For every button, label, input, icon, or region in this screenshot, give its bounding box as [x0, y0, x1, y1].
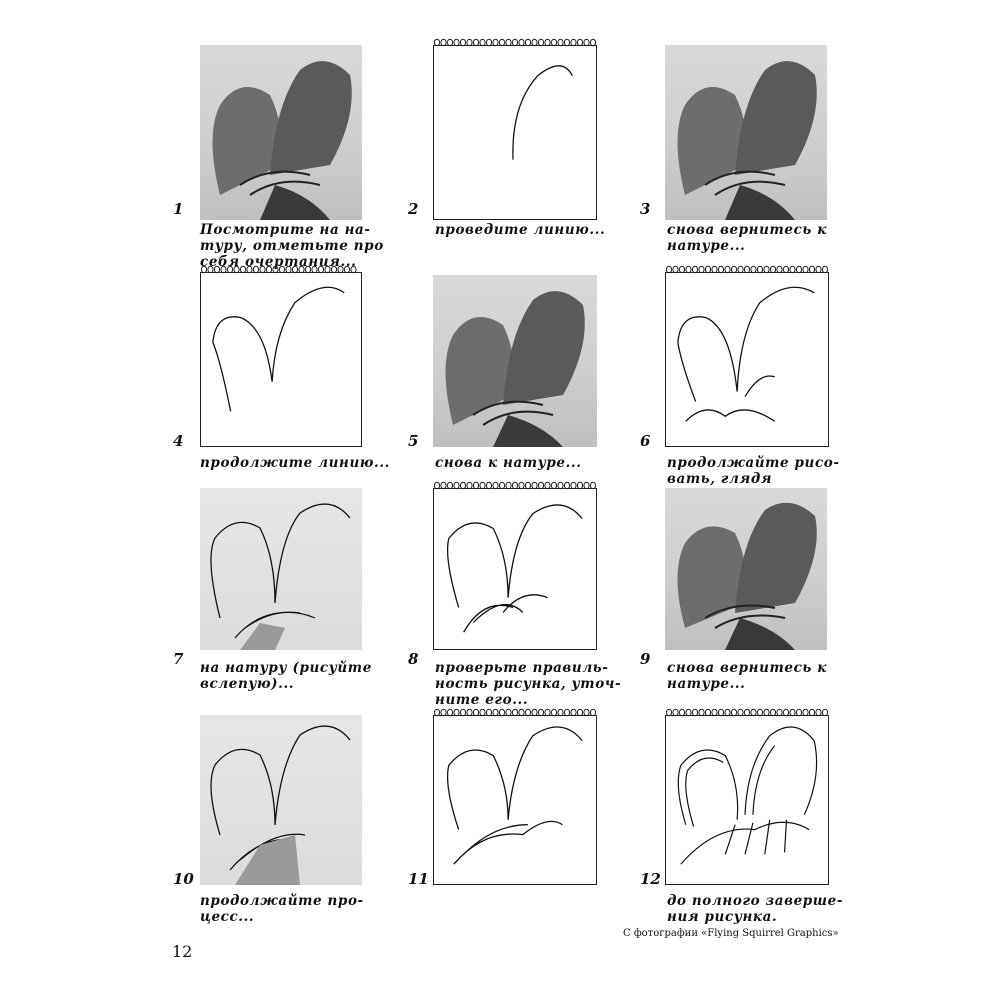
- spiral-loop: [725, 266, 730, 272]
- spiral-loop: [305, 266, 310, 272]
- sketchpad: [433, 715, 597, 885]
- panel-number: 9: [640, 650, 651, 668]
- panel-caption: до полного заверше- ния рисунка.: [667, 893, 844, 925]
- spiral-loop: [519, 709, 524, 715]
- panel-number: 4: [173, 432, 184, 450]
- spiral-loop: [499, 709, 504, 715]
- spiral-loop: [454, 482, 459, 488]
- spiral-loop: [473, 482, 478, 488]
- spiral-loop: [564, 709, 569, 715]
- page-number: 12: [172, 942, 193, 961]
- spiral-loop: [571, 482, 576, 488]
- line-drawing: [666, 716, 828, 884]
- spiral-loop: [803, 709, 808, 715]
- spiral-loop: [506, 709, 511, 715]
- spiral-loop: [253, 266, 258, 272]
- spiral-loop: [666, 266, 671, 272]
- spiral-loop: [532, 709, 537, 715]
- spiral-loop: [790, 266, 795, 272]
- spiral-loop: [473, 39, 478, 45]
- panel-caption: проведите линию...: [435, 222, 606, 238]
- spiral-loop: [344, 266, 349, 272]
- traced-photo: [200, 488, 362, 650]
- shoes-photo: [433, 275, 597, 447]
- spiral-loop: [506, 482, 511, 488]
- spiral-loop: [506, 39, 511, 45]
- spiral-loop: [538, 39, 543, 45]
- spiral-loop: [525, 482, 530, 488]
- line-drawing: [201, 273, 361, 446]
- panel-number: 11: [408, 870, 429, 888]
- line-drawing: [200, 715, 362, 885]
- spiral-loop: [790, 709, 795, 715]
- spiral-loop: [564, 39, 569, 45]
- spiral-loop: [545, 39, 550, 45]
- spiral-loop: [673, 266, 678, 272]
- spiral-loop: [584, 39, 589, 45]
- spiral-loop: [454, 39, 459, 45]
- boots-illustration: [433, 275, 597, 447]
- spiral-loop: [447, 709, 452, 715]
- spiral-loop: [558, 482, 563, 488]
- spiral-loop: [247, 266, 252, 272]
- spiral-loop: [770, 709, 775, 715]
- spiral-loop: [577, 709, 582, 715]
- line-drawing: [200, 488, 362, 650]
- panel-caption: продолжите линию...: [200, 455, 390, 471]
- spiral-loop: [214, 266, 219, 272]
- spiral-binding: [665, 708, 829, 717]
- traced-photo: [200, 715, 362, 885]
- spiral-loop: [803, 266, 808, 272]
- panel-caption: снова к натуре...: [435, 455, 582, 471]
- spiral-loop: [486, 482, 491, 488]
- spiral-loop: [551, 709, 556, 715]
- spiral-loop: [532, 39, 537, 45]
- panel-number: 12: [640, 870, 661, 888]
- spiral-loop: [525, 39, 530, 45]
- panel-caption: проверьте правиль- ность рисунка, уточ- ните его...: [435, 660, 622, 708]
- spiral-binding: [665, 265, 829, 274]
- spiral-loop: [480, 482, 485, 488]
- spiral-loop: [764, 709, 769, 715]
- spiral-loop: [538, 709, 543, 715]
- spiral-loop: [692, 709, 697, 715]
- spiral-loop: [532, 482, 537, 488]
- shoes-photo: [200, 45, 362, 220]
- sketchpad: [433, 488, 597, 650]
- spiral-loop: [493, 482, 498, 488]
- spiral-loop: [493, 709, 498, 715]
- spiral-loop: [558, 709, 563, 715]
- spiral-loop: [699, 709, 704, 715]
- spiral-loop: [783, 709, 788, 715]
- spiral-loop: [286, 266, 291, 272]
- spiral-loop: [519, 482, 524, 488]
- spiral-loop: [577, 39, 582, 45]
- spiral-loop: [816, 709, 821, 715]
- panel-caption: продолжайте рисо- вать, глядя: [667, 455, 840, 487]
- line-drawing: [434, 489, 596, 649]
- spiral-loop: [751, 709, 756, 715]
- spiral-loop: [519, 39, 524, 45]
- shoes-photo: [665, 488, 827, 650]
- spiral-loop: [441, 709, 446, 715]
- spiral-loop: [551, 482, 556, 488]
- spiral-loop: [783, 266, 788, 272]
- spiral-loop: [718, 266, 723, 272]
- line-drawing: [434, 46, 596, 219]
- sketchpad: [433, 45, 597, 220]
- panel-number: 8: [408, 650, 419, 668]
- panel-number: 7: [173, 650, 184, 668]
- spiral-loop: [699, 266, 704, 272]
- spiral-loop: [590, 482, 595, 488]
- spiral-loop: [757, 709, 762, 715]
- spiral-loop: [480, 39, 485, 45]
- spiral-loop: [571, 39, 576, 45]
- spiral-loop: [744, 266, 749, 272]
- spiral-loop: [260, 266, 265, 272]
- sketchpad: [665, 272, 829, 447]
- spiral-loop: [325, 266, 330, 272]
- spiral-binding: [433, 38, 597, 47]
- spiral-loop: [809, 266, 814, 272]
- spiral-loop: [770, 266, 775, 272]
- spiral-loop: [777, 709, 782, 715]
- spiral-loop: [208, 266, 213, 272]
- spiral-loop: [434, 482, 439, 488]
- line-drawing: [666, 273, 828, 446]
- spiral-loop: [809, 709, 814, 715]
- spiral-loop: [590, 39, 595, 45]
- spiral-loop: [725, 709, 730, 715]
- spiral-loop: [351, 266, 356, 272]
- spiral-loop: [234, 266, 239, 272]
- spiral-loop: [299, 266, 304, 272]
- spiral-loop: [751, 266, 756, 272]
- spiral-loop: [584, 482, 589, 488]
- spiral-binding: [433, 708, 597, 717]
- spiral-loop: [777, 266, 782, 272]
- panel-caption: на натуру (рисуйте вслепую)...: [200, 660, 372, 692]
- spiral-loop: [434, 709, 439, 715]
- spiral-loop: [538, 482, 543, 488]
- spiral-loop: [718, 709, 723, 715]
- spiral-loop: [822, 266, 827, 272]
- spiral-loop: [201, 266, 206, 272]
- spiral-loop: [525, 709, 530, 715]
- line-drawing: [434, 716, 596, 884]
- spiral-loop: [757, 266, 762, 272]
- spiral-loop: [486, 709, 491, 715]
- panel-caption: снова вернитесь к натуре...: [667, 222, 827, 254]
- spiral-loop: [679, 266, 684, 272]
- spiral-loop: [338, 266, 343, 272]
- spiral-loop: [738, 709, 743, 715]
- spiral-loop: [738, 266, 743, 272]
- spiral-loop: [512, 39, 517, 45]
- spiral-loop: [512, 482, 517, 488]
- spiral-loop: [686, 266, 691, 272]
- panel-number: 1: [173, 200, 184, 218]
- spiral-loop: [705, 709, 710, 715]
- spiral-loop: [673, 709, 678, 715]
- spiral-loop: [744, 709, 749, 715]
- spiral-loop: [551, 39, 556, 45]
- spiral-loop: [705, 266, 710, 272]
- spiral-loop: [796, 709, 801, 715]
- panel-number: 2: [408, 200, 419, 218]
- spiral-loop: [434, 39, 439, 45]
- spiral-loop: [473, 709, 478, 715]
- spiral-loop: [731, 266, 736, 272]
- boots-illustration: [200, 45, 362, 220]
- spiral-loop: [564, 482, 569, 488]
- spiral-loop: [822, 709, 827, 715]
- spiral-loop: [512, 709, 517, 715]
- panel-number: 3: [640, 200, 651, 218]
- spiral-loop: [590, 709, 595, 715]
- spiral-binding: [200, 265, 362, 274]
- spiral-loop: [712, 709, 717, 715]
- spiral-loop: [331, 266, 336, 272]
- spiral-loop: [279, 266, 284, 272]
- panel-caption: Посмотрите на на- туру, отметьте про себя очертания...: [200, 222, 384, 270]
- panel-caption: продолжайте про- цесс...: [200, 893, 364, 925]
- shoes-photo: [665, 45, 827, 220]
- spiral-loop: [266, 266, 271, 272]
- spiral-loop: [467, 709, 472, 715]
- spiral-loop: [447, 482, 452, 488]
- spiral-loop: [499, 482, 504, 488]
- spiral-loop: [467, 482, 472, 488]
- panel-number: 10: [173, 870, 194, 888]
- spiral-loop: [480, 709, 485, 715]
- panel-number: 5: [408, 432, 419, 450]
- sketchpad: [665, 715, 829, 885]
- spiral-loop: [240, 266, 245, 272]
- spiral-loop: [796, 266, 801, 272]
- spiral-loop: [227, 266, 232, 272]
- spiral-loop: [584, 709, 589, 715]
- spiral-loop: [577, 482, 582, 488]
- spiral-loop: [221, 266, 226, 272]
- spiral-loop: [447, 39, 452, 45]
- spiral-loop: [816, 266, 821, 272]
- spiral-loop: [273, 266, 278, 272]
- spiral-loop: [460, 482, 465, 488]
- spiral-loop: [454, 709, 459, 715]
- spiral-loop: [666, 709, 671, 715]
- spiral-loop: [558, 39, 563, 45]
- spiral-loop: [486, 39, 491, 45]
- spiral-loop: [292, 266, 297, 272]
- spiral-loop: [441, 39, 446, 45]
- spiral-loop: [493, 39, 498, 45]
- spiral-loop: [499, 39, 504, 45]
- spiral-loop: [460, 39, 465, 45]
- spiral-loop: [571, 709, 576, 715]
- spiral-loop: [692, 266, 697, 272]
- panel-number: 6: [640, 432, 651, 450]
- boots-illustration: [665, 488, 827, 650]
- spiral-loop: [467, 39, 472, 45]
- spiral-loop: [312, 266, 317, 272]
- spiral-loop: [679, 709, 684, 715]
- spiral-loop: [686, 709, 691, 715]
- sketchpad: [200, 272, 362, 447]
- spiral-binding: [433, 481, 597, 490]
- spiral-loop: [545, 709, 550, 715]
- spiral-loop: [731, 709, 736, 715]
- spiral-loop: [441, 482, 446, 488]
- boots-illustration: [665, 45, 827, 220]
- spiral-loop: [764, 266, 769, 272]
- spiral-loop: [460, 709, 465, 715]
- spiral-loop: [318, 266, 323, 272]
- panel-caption: снова вернитесь к натуре...: [667, 660, 827, 692]
- spiral-loop: [545, 482, 550, 488]
- spiral-loop: [712, 266, 717, 272]
- photo-credit: С фотографии «Flying Squirrel Graphics»: [623, 928, 839, 939]
